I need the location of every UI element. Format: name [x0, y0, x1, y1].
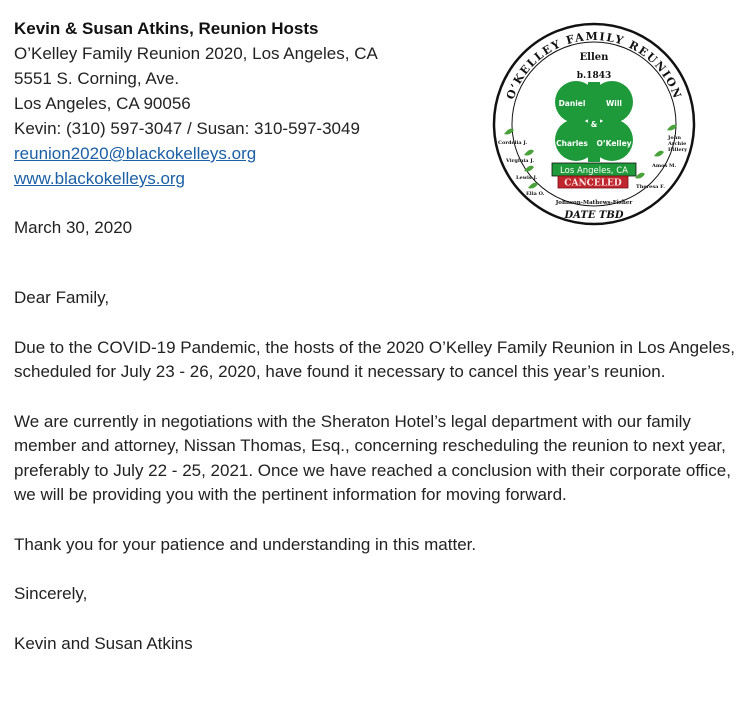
seal-families: Johnson-Mathews-Fisher: [555, 200, 633, 206]
reunion-seal-logo: [492, 22, 697, 227]
canceled-stamp-text: CANCELED: [564, 178, 622, 189]
closing: Sincerely,: [14, 584, 88, 603]
hosts-name: Kevin & Susan Atkins, Reunion Hosts: [14, 19, 319, 38]
seal-name-amos: Amos M.: [652, 163, 677, 169]
seal-name-hillery: Hillery: [668, 147, 688, 153]
seal-name-ella: Ella O.: [526, 191, 545, 197]
seal-ring-text: O’KELLEY FAMILY REUNION: [503, 29, 685, 102]
signature: Kevin and Susan Atkins: [14, 633, 193, 653]
seal-name-virginia: Virginia J.: [506, 158, 534, 164]
letterhead: [14, 16, 378, 191]
seal-name-theresa: Theresa F.: [636, 184, 665, 190]
seal-top-name: Ellen: [579, 52, 609, 63]
event-name: O’Kelley Family Reunion 2020, Los Angeles, CA: [14, 44, 378, 63]
letter-body: [14, 286, 744, 681]
seal-ampersand: &: [590, 120, 598, 129]
salutation: Dear Family,: [14, 288, 110, 307]
seal-name-will: Will: [606, 99, 622, 108]
seal-name-charles: Charles: [556, 139, 588, 148]
seal-name-lewis: Lewis J.: [516, 175, 538, 181]
seal-name-daniel: Daniel: [558, 99, 586, 108]
seal-birth: b.1843: [576, 71, 612, 81]
seal-location: Los Angeles, CA: [560, 166, 628, 176]
paragraph-cancellation: Due to the COVID-19 Pandemic, the hosts of the 2020 O’Kelley Family Reunion in Los Angeles, scheduled for July 23 - 26, 2020, have found it necessary to cancel this year’s reunion.: [14, 337, 736, 381]
letter-date: March 30, 2020: [14, 218, 133, 237]
email-link[interactable]: reunion2020@blackokelleys.org: [14, 144, 257, 163]
seal-name-okelley: O’Kelley: [596, 139, 632, 148]
phone-numbers: Kevin: (310) 597-3047 / Susan: 310-597-3049: [14, 119, 360, 138]
address-line-2: Los Angeles, CA 90056: [14, 94, 191, 113]
website-link[interactable]: www.blackokelleys.org: [14, 169, 186, 188]
paragraph-thanks: Thank you for your patience and understanding in this matter.: [14, 534, 477, 554]
seal-date-tbd: DATE TBD: [564, 210, 624, 221]
seal-name-archie: Archie: [668, 141, 687, 147]
address-line-1: 5551 S. Corning, Ave.: [14, 69, 180, 88]
seal-name-cordelia: Cordelia J.: [498, 140, 528, 146]
paragraph-rescheduling: We are currently in negotiations with the Sheraton Hotel’s legal department with our family member and attorney, Nissan Thomas, Esq., concerning rescheduling the reunion to next year, preferably to July 22 - 25, 2021. Once we have reached a conclusion with their corporate office, we will be providing you with the pertinent information for moving forward.: [14, 411, 731, 504]
seal-name-john: John: [668, 135, 681, 141]
